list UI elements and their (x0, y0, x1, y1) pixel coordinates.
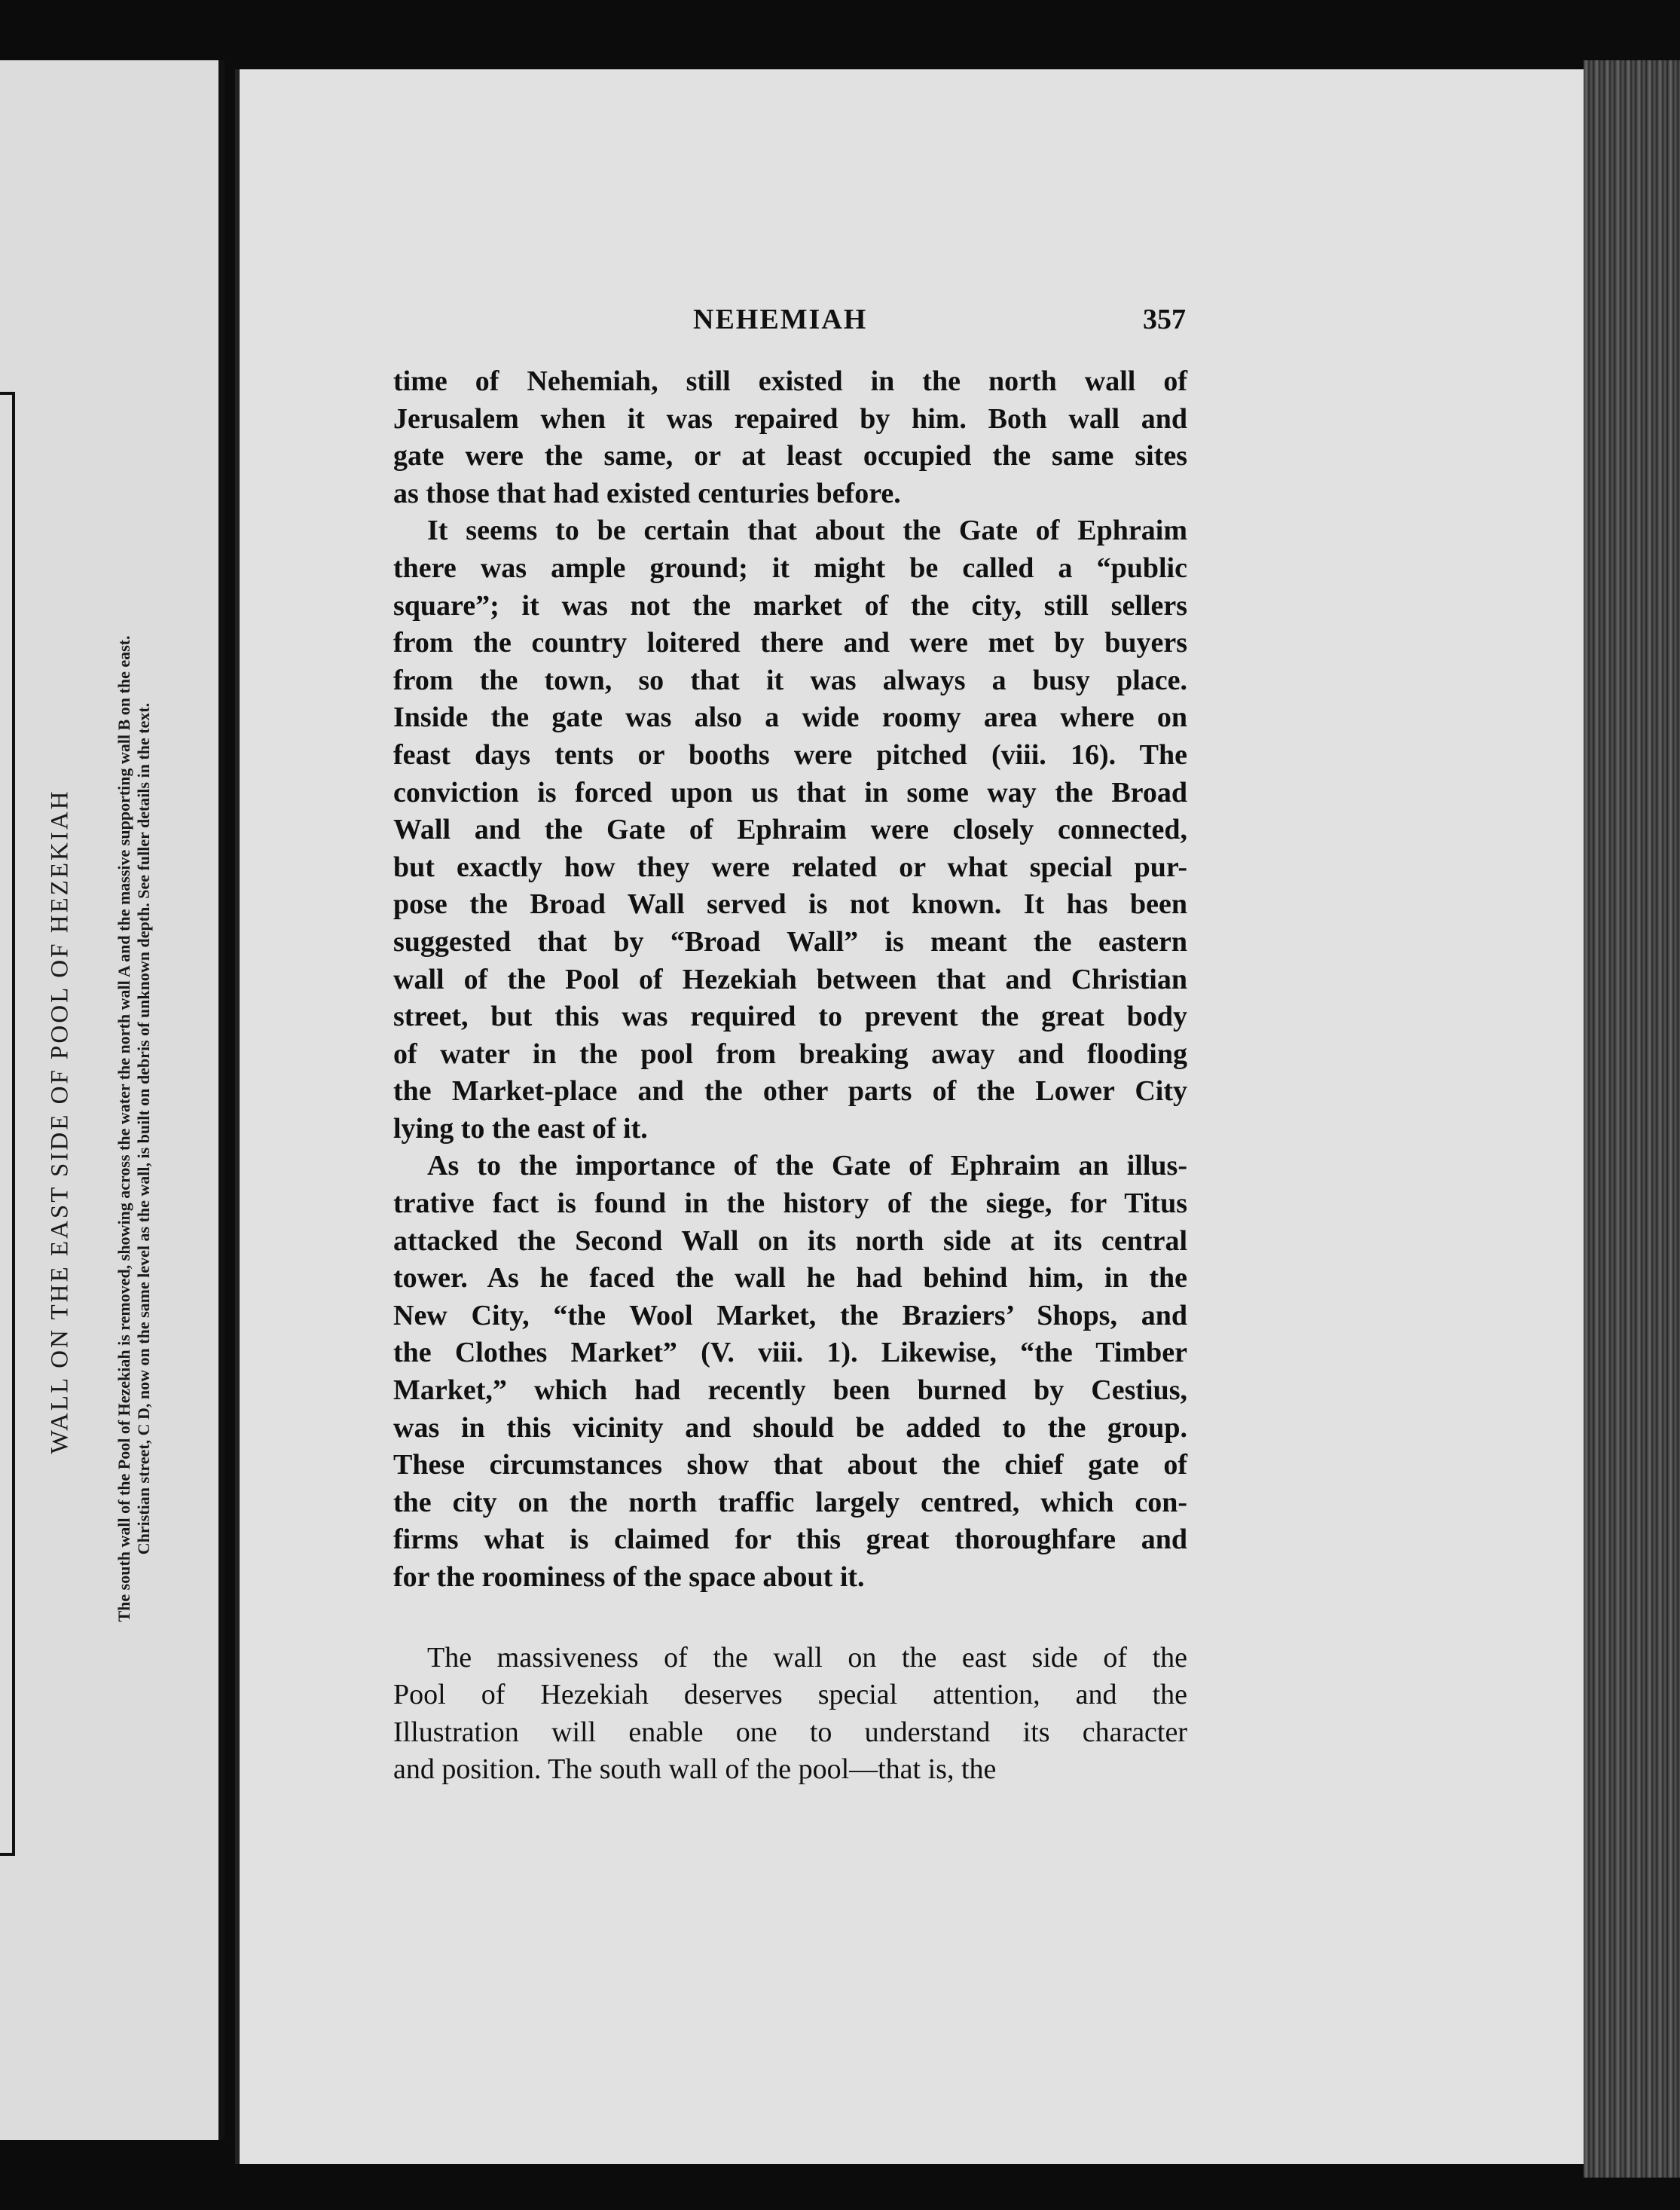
plate-frame (0, 392, 15, 1856)
paragraph (393, 363, 1187, 512)
text-line: street, but this was required to prevent the great body (393, 1001, 1187, 1033)
text-line: Jerusalem when it was repaired by him. Both wall and (393, 402, 1187, 435)
plate-caption-line-1: The south wall of the Pool of Hezekiah is removed, showing across the water the north wall A and the massive supporting wall B on the east. (115, 635, 133, 1622)
facing-plate-page (0, 60, 225, 2140)
text-line: wall of the Pool of Hezekiah between that and Christian (393, 963, 1187, 995)
text-line: Wall and the Gate of Ephraim were closely connected, (393, 814, 1187, 846)
text-line: firms what is claimed for this great thoroughfare and (393, 1524, 1187, 1556)
text-line: These circumstances show that about the chief gate of (393, 1449, 1187, 1481)
running-head: NEHEMIAH (693, 304, 868, 335)
text-line: there was ample ground; it might be called a “public (393, 552, 1187, 584)
text-line: As to the importance of the Gate of Ephraim an illus- (427, 1150, 1187, 1182)
text-line: from the town, so that it was always a busy place. (393, 664, 1187, 696)
text-line: The massiveness of the wall on the east side of the (427, 1641, 1187, 1674)
text-line: feast days tents or booths were pitched (viii. 16). The (393, 738, 1187, 771)
text-line: pose the Broad Wall served is not known. It has been (393, 888, 1187, 921)
text-line: but exactly how they were related or what special pur- (393, 851, 1187, 883)
paragraph (393, 1640, 1187, 1789)
text-line: trative fact is found in the history of the siege, for Titus (393, 1188, 1187, 1220)
text-line: from the country loitered there and were met by buyers (393, 627, 1187, 659)
text-line: of water in the pool from breaking away and flooding (393, 1038, 1187, 1070)
page-number: 357 (1143, 304, 1186, 335)
page-header (392, 303, 1186, 341)
text-line: the city on the north traffic largely centred, which con- (393, 1486, 1187, 1518)
page-edges (1584, 60, 1680, 2178)
text-line: Inside the gate was also a wide roomy area where on (393, 702, 1187, 734)
text-line: attacked the Second Wall on its north side at its central (393, 1224, 1187, 1257)
text-line: It seems to be certain that about the Gate of Ephraim (427, 515, 1187, 547)
text-line: Illustration will enable one to understand its character (393, 1716, 1187, 1748)
paragraph-gap (393, 1597, 1187, 1640)
text-line: lying to the east of it. (393, 1112, 648, 1145)
text-line: the Market-place and the other parts of the Lower City (393, 1075, 1187, 1108)
text-line: tower. As he faced the wall he had behind him, in the (393, 1262, 1187, 1295)
text-line: the Clothes Market” (V. viii. 1). Likewise, “the Timber (393, 1337, 1187, 1369)
text-line: for the roominess of the space about it. (393, 1561, 865, 1593)
text-line: conviction is forced upon us that in some way the Broad (393, 776, 1187, 808)
text-line: as those that had existed centuries before. (393, 477, 901, 509)
paragraph (393, 1148, 1187, 1596)
text-line: New City, “the Wool Market, the Braziers’ Shops, and (393, 1299, 1187, 1331)
text-line: Pool of Hezekiah deserves special attention, and the (393, 1679, 1187, 1711)
text-line: time of Nehemiah, still existed in the north wall of (393, 365, 1187, 397)
paragraph (393, 512, 1187, 1148)
text-line: and position. The south wall of the pool—that is, the (393, 1753, 997, 1786)
text-line: square”; it was not the market of the city, still sellers (393, 589, 1187, 622)
text-line: gate were the same, or at least occupied the same sites (393, 440, 1187, 472)
text-line: was in this vicinity and should be added to the group. (393, 1411, 1187, 1444)
plate-caption-line-2: Christian street, C D, now on the same level as the wall, is built on debris of unknown depth. See fuller details in the text. (134, 702, 153, 1555)
body-text (393, 363, 1187, 1789)
text-line: suggested that by “Broad Wall” is meant the eastern (393, 925, 1187, 958)
plate-title: WALL ON THE EAST SIDE OF POOL OF HEZEKIAH (46, 789, 74, 1454)
text-line: Market,” which had recently been burned by Cestius, (393, 1374, 1187, 1407)
